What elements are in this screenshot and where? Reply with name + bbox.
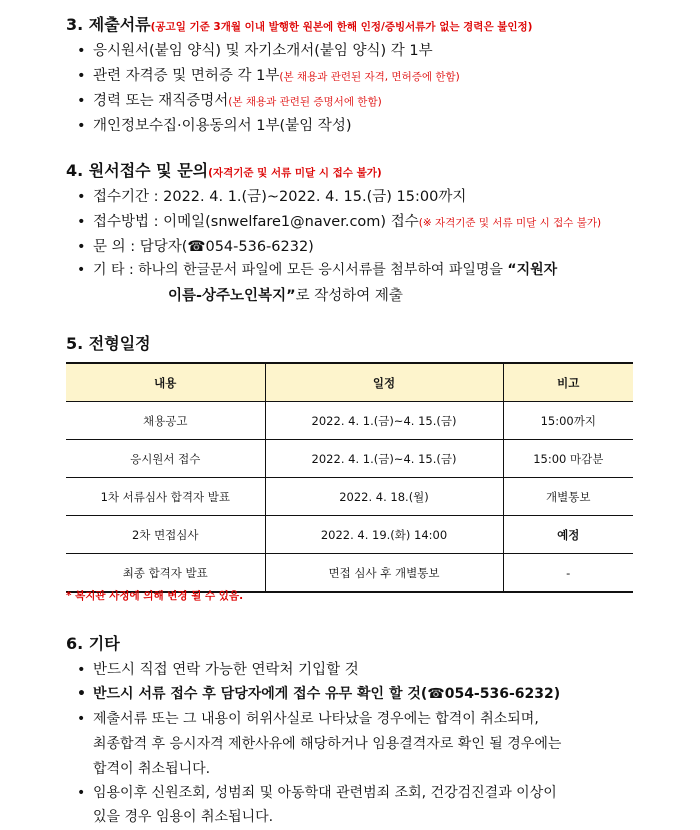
list-item: • 관련 자격증 및 면허증 각 1부(본 채용과 관련된 자격, 면허증에 한함) bbox=[77, 68, 460, 84]
table-cell: 채용공고 bbox=[66, 402, 265, 440]
list-item: • 기 타 : 하나의 한글문서 파일에 모든 응시서류를 첨부하여 파일명을 “지원자 bbox=[77, 262, 558, 278]
table-cell: 15:00까지 bbox=[503, 402, 633, 440]
table-cell: 2022. 4. 18.(월) bbox=[265, 478, 503, 516]
table-row bbox=[66, 440, 633, 478]
list-item-continuation: 이름-상주노인복지”로 작성하여 제출 bbox=[168, 288, 403, 304]
table-cell: - bbox=[503, 554, 633, 593]
list-item: • 경력 또는 재직증명서(본 채용과 관련된 증명서에 한함) bbox=[77, 93, 382, 109]
list-item: • 반드시 직접 연락 가능한 연락처 기입할 것 bbox=[77, 662, 359, 678]
table-cell: 응시원서 접수 bbox=[66, 440, 265, 478]
section-3-note: (공고일 기준 3개월 이내 발행한 원본에 한해 인정/증빙서류가 없는 경력은 불인정) bbox=[150, 21, 533, 33]
table-cell: 예정 bbox=[503, 516, 633, 554]
list-item: • 반드시 서류 접수 후 담당자에게 접수 유무 확인 할 것(☎054-536-6232) bbox=[77, 686, 561, 702]
list-item: • 응시원서(붙임 양식) 및 자기소개서(붙임 양식) 각 1부 bbox=[77, 43, 433, 59]
list-item: • 접수기간 : 2022. 4. 1.(금)~2022. 4. 15.(금) 15:00까지 bbox=[77, 189, 467, 205]
section-6-title: 6. 기타 bbox=[66, 634, 120, 653]
list-item: • 임용이후 신원조회, 성범죄 및 아동학대 관련범죄 조회, 건강검진결과 이상이 bbox=[77, 785, 557, 801]
table-header: 내용 bbox=[66, 363, 265, 402]
table-cell: 15:00 마감분 bbox=[503, 440, 633, 478]
list-item: • 개인정보수집·이용동의서 1부(붙임 작성) bbox=[77, 118, 352, 134]
table-row bbox=[66, 516, 633, 554]
list-item: • 제출서류 또는 그 내용이 허위사실로 나타났을 경우에는 합격이 취소되며, bbox=[77, 711, 539, 727]
list-item: • 접수방법 : 이메일(snwelfare1@naver.com) 접수(※ 자격기준 및 서류 미달 시 접수 불가) bbox=[77, 214, 602, 230]
list-item-continuation: 합격이 취소됩니다. bbox=[93, 761, 211, 777]
table-row bbox=[66, 478, 633, 516]
table-header: 일정 bbox=[265, 363, 503, 402]
table-cell: 2022. 4. 19.(화) 14:00 bbox=[265, 516, 503, 554]
list-item-continuation: 있을 경우 임용이 취소됩니다. bbox=[93, 809, 274, 825]
table-row bbox=[66, 554, 633, 593]
list-item-continuation: 최종합격 후 응시자격 제한사유에 해당하거나 임용결격자로 확인 될 경우에는 bbox=[93, 736, 562, 752]
table-cell: 2차 면접심사 bbox=[66, 516, 265, 554]
section-5-title: 5. 전형일정 bbox=[66, 334, 151, 353]
section-3-title: 3. 제출서류(공고일 기준 3개월 이내 발행한 원본에 한해 인정/증빙서류가 없는 경력은 불인정) bbox=[66, 15, 533, 34]
table-cell: 1차 서류심사 합격자 발표 bbox=[66, 478, 265, 516]
table-header: 비고 bbox=[503, 363, 633, 402]
table-cell: 면접 심사 후 개별통보 bbox=[265, 554, 503, 593]
table-cell: 개별통보 bbox=[503, 478, 633, 516]
section-4-note: (자격기준 및 서류 미달 시 접수 불가) bbox=[208, 167, 382, 179]
schedule-note: * 복지관 사정에 의해 변경 될 수 있음. bbox=[66, 590, 244, 602]
list-item: • 문 의 : 담당자(☎054-536-6232) bbox=[77, 239, 314, 255]
table-row bbox=[66, 402, 633, 440]
section-4-title: 4. 원서접수 및 문의(자격기준 및 서류 미달 시 접수 불가) bbox=[66, 161, 382, 180]
table-cell: 최종 합격자 발표 bbox=[66, 554, 265, 593]
table-cell: 2022. 4. 1.(금)~4. 15.(금) bbox=[265, 440, 503, 478]
schedule-table bbox=[66, 362, 633, 593]
table-cell: 2022. 4. 1.(금)~4. 15.(금) bbox=[265, 402, 503, 440]
table-header-row bbox=[66, 363, 633, 402]
